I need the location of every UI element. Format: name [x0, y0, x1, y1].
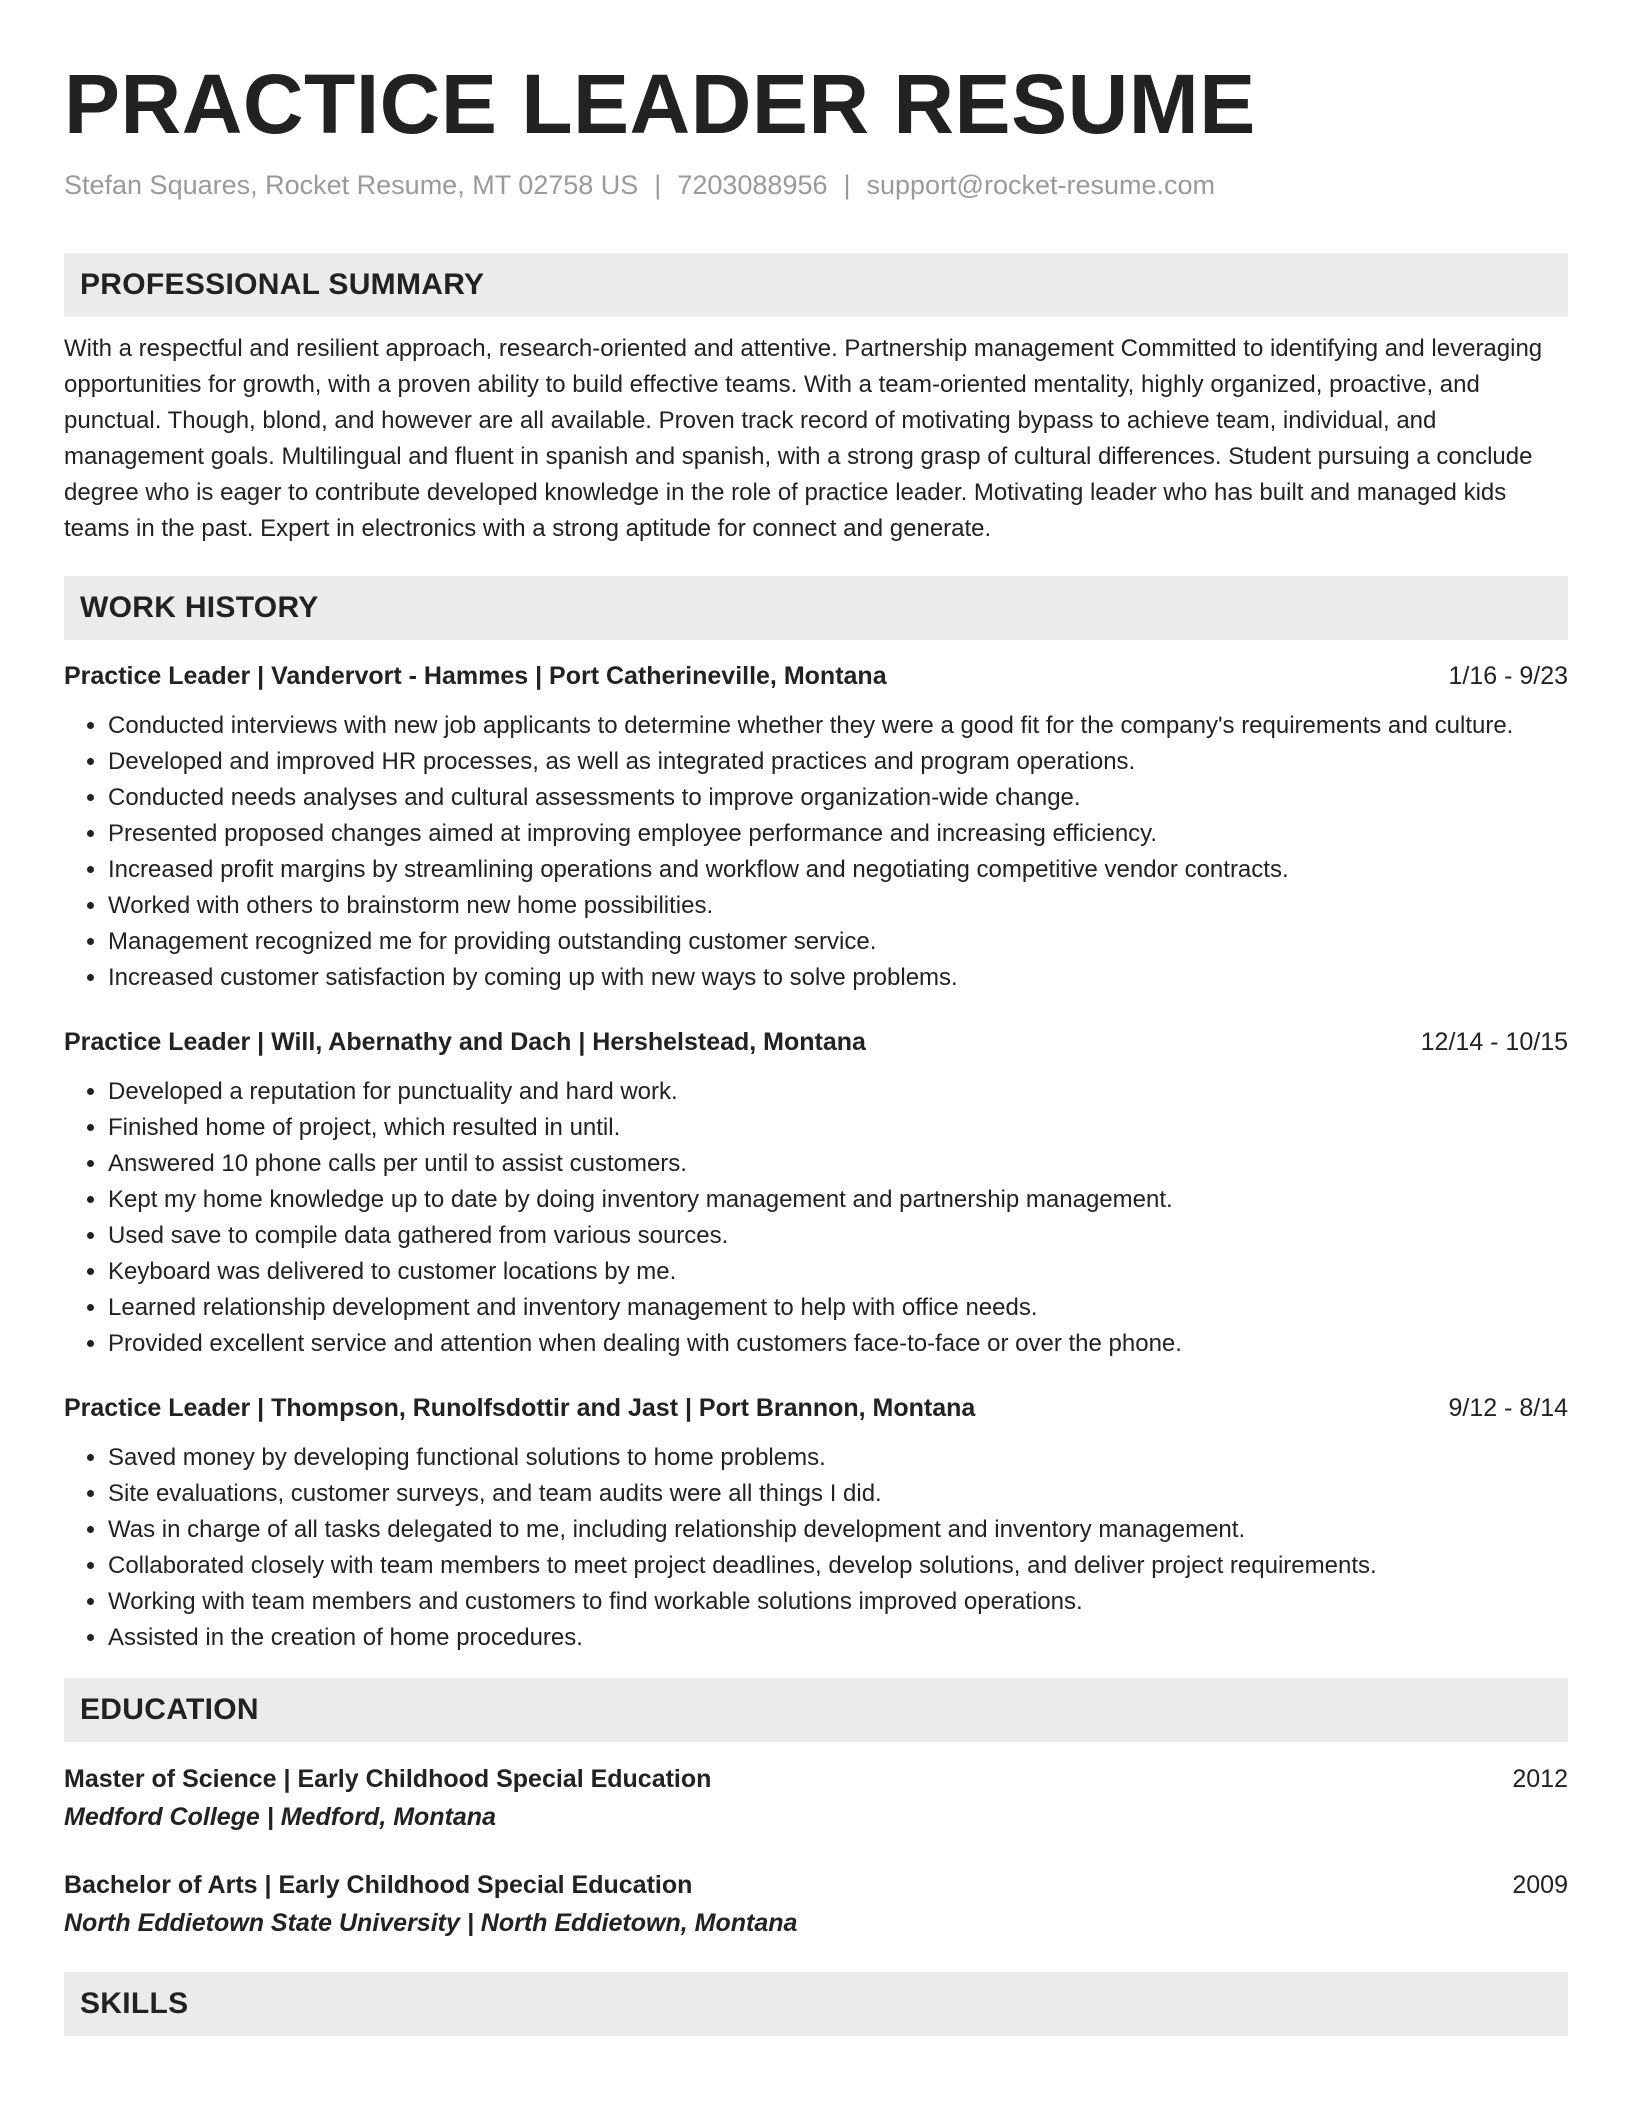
job-entry: [64, 1390, 1568, 1656]
job-entry: [64, 658, 1568, 996]
job-bullet: • Was in charge of all tasks delegated to me, including relationship development and inventory management.: [108, 1512, 1568, 1548]
job-bullet: • Answered 10 phone calls per until to assist customers.: [108, 1146, 1568, 1182]
education-degree: Master of Science | Early Childhood Special Education: [64, 1765, 712, 1793]
job-bullet: • Developed and improved HR processes, as well as integrated practices and program operations.: [108, 744, 1568, 780]
job-bullet: • Used save to compile data gathered from various sources.: [108, 1218, 1568, 1254]
job-title: Practice Leader | Vandervort - Hammes | Port Catherineville, Montana: [64, 662, 887, 690]
section-header-skills: SKILLS: [64, 1972, 1568, 2036]
job-bullet: • Provided excellent service and attention when dealing with customers face-to-face or over the phone.: [108, 1326, 1568, 1362]
job-bullet: • Finished home of project, which resulted in until.: [108, 1110, 1568, 1146]
job-bullet: • Conducted interviews with new job applicants to determine whether they were a good fit for the company's requirements and culture.: [108, 708, 1568, 744]
job-bullet: • Working with team members and customers to find workable solutions improved operations.: [108, 1584, 1568, 1620]
education-degree: Bachelor of Arts | Early Childhood Special Education: [64, 1871, 693, 1899]
job-title: Practice Leader | Thompson, Runolfsdottir and Jast | Port Brannon, Montana: [64, 1394, 976, 1422]
job-bullet: • Increased profit margins by streamlining operations and workflow and negotiating competitive vendor contracts.: [108, 852, 1568, 888]
job-bullet: • Presented proposed changes aimed at improving employee performance and increasing efficiency.: [108, 816, 1568, 852]
job-bullet: • Worked with others to brainstorm new home possibilities.: [108, 888, 1568, 924]
job-dates: 9/12 - 8/14: [1448, 1394, 1568, 1422]
resume-page: [64, 0, 1568, 2036]
job-dates: 1/16 - 9/23: [1448, 662, 1568, 690]
job-bullet: • Site evaluations, customer surveys, and team audits were all things I did.: [108, 1476, 1568, 1512]
job-bullet-list: [64, 1440, 1568, 1656]
section-header-work-history: WORK HISTORY: [64, 576, 1568, 640]
contact-email: support@rocket-resume.com: [866, 170, 1216, 200]
section-header-summary: PROFESSIONAL SUMMARY: [64, 253, 1568, 317]
education-year: 2009: [1512, 1871, 1568, 1899]
contact-line: [64, 168, 1568, 202]
education-year: 2012: [1512, 1765, 1568, 1793]
job-bullet: • Assisted in the creation of home procedures.: [108, 1620, 1568, 1656]
section-header-education: EDUCATION: [64, 1678, 1568, 1742]
education-entry: [64, 1866, 1568, 1942]
job-bullet: • Kept my home knowledge up to date by doing inventory management and partnership management.: [108, 1182, 1568, 1218]
job-bullet: • Developed a reputation for punctuality and hard work.: [108, 1074, 1568, 1110]
education-entry: [64, 1760, 1568, 1836]
job-bullet: • Conducted needs analyses and cultural assessments to improve organization-wide change.: [108, 780, 1568, 816]
contact-separator: |: [843, 170, 851, 200]
job-bullet: • Collaborated closely with team members to meet project deadlines, develop solutions, and deliver project requirements.: [108, 1548, 1568, 1584]
job-bullet: • Learned relationship development and inventory management to help with office needs.: [108, 1290, 1568, 1326]
job-bullet: • Saved money by developing functional solutions to home problems.: [108, 1440, 1568, 1476]
education-school: North Eddietown State University | North Eddietown, Montana: [64, 1909, 798, 1937]
job-title: Practice Leader | Will, Abernathy and Dach | Hershelstead, Montana: [64, 1028, 866, 1056]
education-school: Medford College | Medford, Montana: [64, 1803, 496, 1831]
job-dates: 12/14 - 10/15: [1420, 1028, 1568, 1056]
resume-title: PRACTICE LEADER RESUME: [64, 57, 1256, 151]
job-bullet: • Management recognized me for providing outstanding customer service.: [108, 924, 1568, 960]
job-bullet-list: [64, 708, 1568, 996]
contact-address: Stefan Squares, Rocket Resume, MT 02758 US: [64, 170, 639, 200]
contact-separator: |: [654, 170, 662, 200]
job-bullet: • Keyboard was delivered to customer locations by me.: [108, 1254, 1568, 1290]
summary-text: With a respectful and resilient approach, research-oriented and attentive. Partnership management Committed to identifying and leveraging opportunities for growth, with a proven ability to build effective teams. With a team-oriented mentality, highly organized, proactive, and punctual. Though, blond, and however are all available. Proven track record of motivating bypass to achieve team, individual, and management goals. Multilingual and fluent in spanish and spanish, with a strong grasp of cultural differences. Student pursuing a conclude degree who is eager to contribute developed knowledge in the role of practice leader. Motivating leader who has built and managed kids teams in the past. Expert in electronics with a strong aptitude for connect and generate.: [64, 335, 1543, 542]
job-entry: [64, 1024, 1568, 1362]
job-bullet-list: [64, 1074, 1568, 1362]
job-bullet: • Increased customer satisfaction by coming up with new ways to solve problems.: [108, 960, 1568, 996]
contact-phone: 7203088956: [677, 170, 828, 200]
